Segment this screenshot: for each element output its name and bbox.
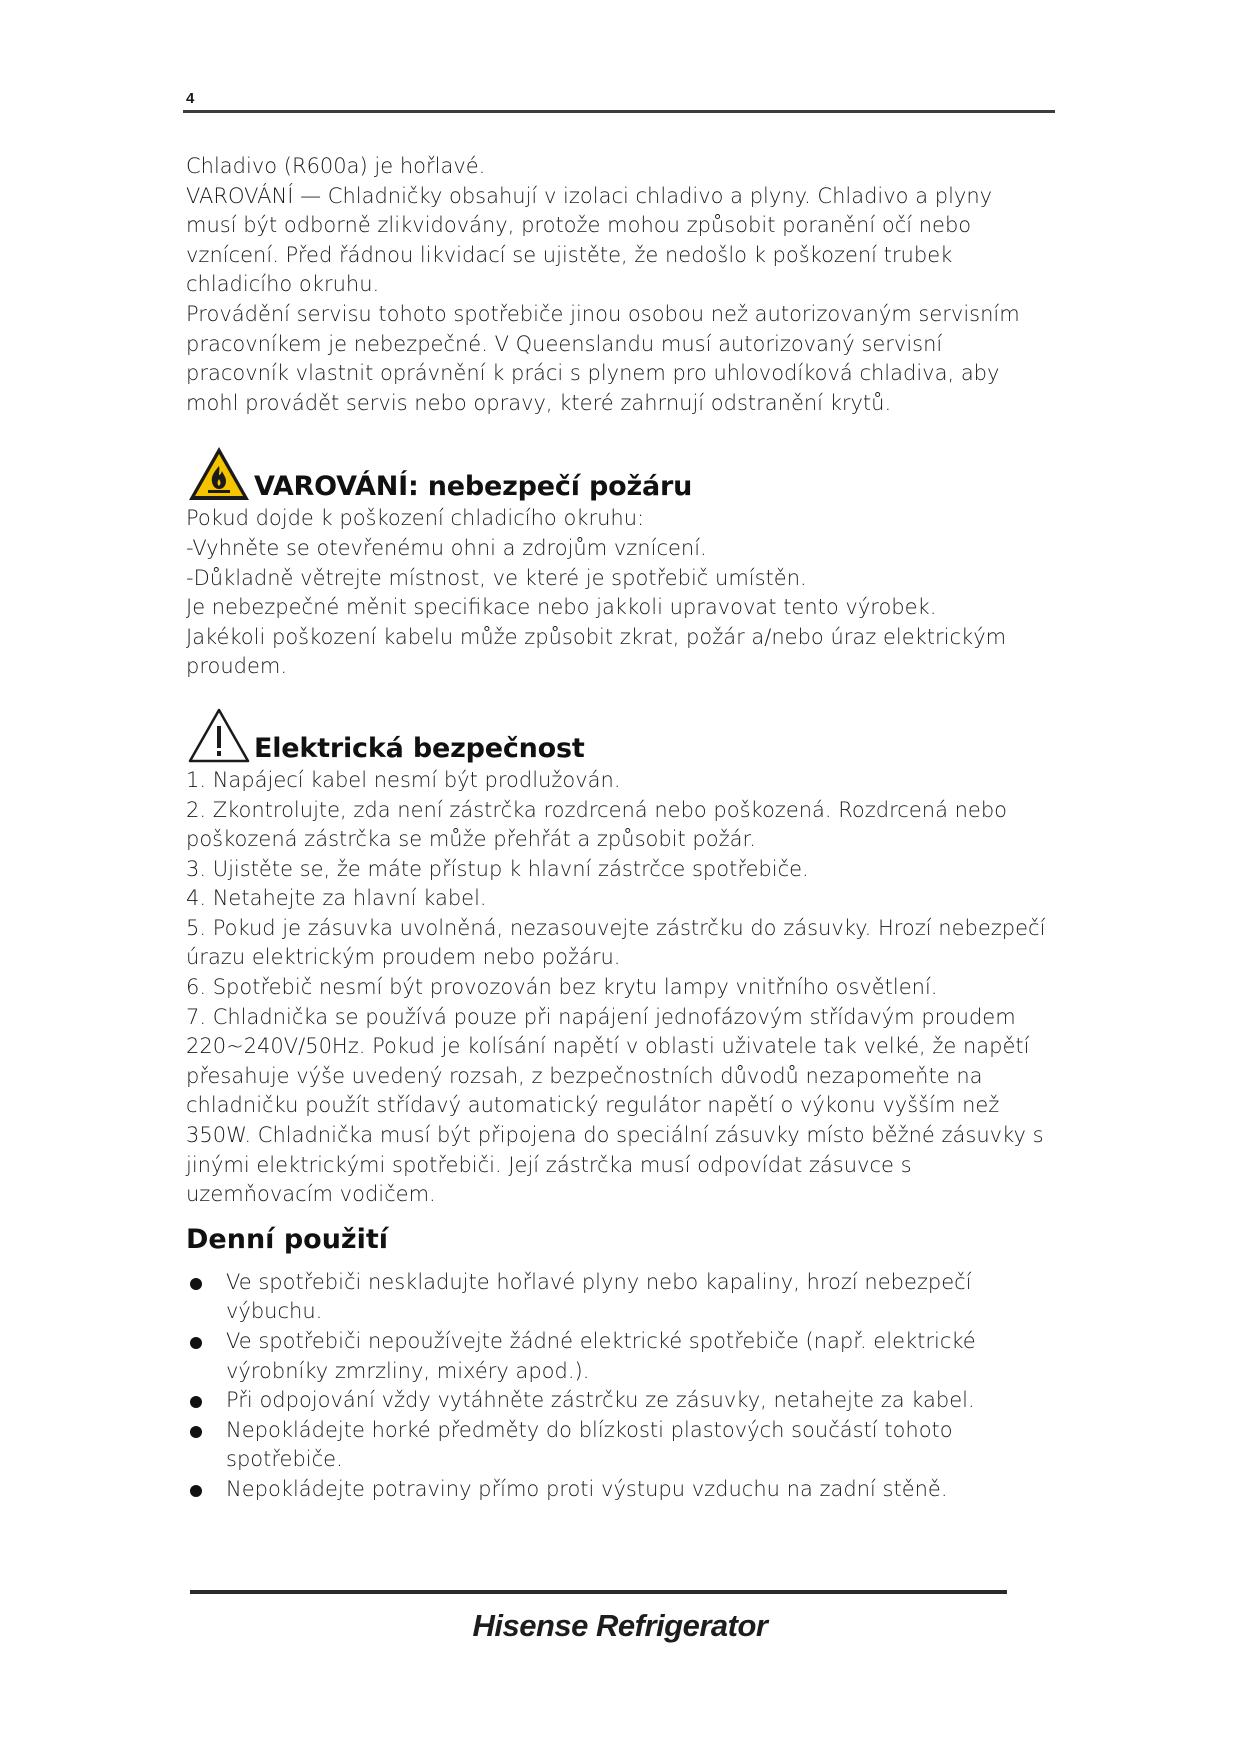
list-item-text: Ve spotřebiči nepoužívejte žádné elektrické spotřebiče (např. elektrické výrobníky zmrzliny, mixéry apod.). bbox=[226, 1329, 976, 1383]
list-item bbox=[186, 1268, 1046, 1327]
list-item bbox=[186, 1327, 1046, 1386]
fire-warning-line: -Důkladně větrejte místnost, ve které je spotřebič umístěn. bbox=[186, 565, 807, 590]
electrical-safety-item: 1. Napájecí kabel nesmí být prodlužován. bbox=[186, 767, 621, 792]
list-item-text: Nepokládejte potraviny přímo proti výstupu vzduchu na zadní stěně. bbox=[226, 1476, 948, 1501]
electrical-safety-item: 5. Pokud je zásuvka uvolněná, nezasouvejte zástrčku do zásuvky. Hrozí nebezpečí úrazu elektrickým proudem nebo požáru. bbox=[186, 915, 1046, 970]
daily-use-list bbox=[186, 1268, 1046, 1505]
fire-warning-title: VAROVÁNÍ: nebezpečí požáru bbox=[254, 471, 693, 503]
list-item-text: Nepokládejte horké předměty do blízkosti plastových součástí tohoto spotřebiče. bbox=[226, 1417, 953, 1472]
list-item bbox=[186, 1386, 1046, 1416]
bullet-icon bbox=[190, 1396, 202, 1408]
electrical-safety-item: 3. Ujistěte se, že máte přístup k hlavní zástrčce spotřebiče. bbox=[186, 856, 809, 881]
footer-rule bbox=[190, 1590, 1007, 1594]
intro-paragraph: Provádění servisu tohoto spotřebiče jinou osobou než autorizovaným servisním pracovníkem je nebezpečné. V Queenslandu musí autorizovaný servisní pracovník vlastnit oprávnění k práci s plynem pro uhlovodíková chladiva, aby mohl provádět servis nebo opravy, které zahrnují odstranění krytů. bbox=[186, 301, 1020, 415]
fire-warning-line: -Vyhněte se otevřenému ohni a zdrojům vznícení. bbox=[186, 535, 707, 560]
daily-use-section bbox=[186, 1220, 1046, 1505]
caution-triangle-icon bbox=[186, 706, 252, 766]
intro-section bbox=[186, 152, 1046, 418]
brand-logo: Hisense Refrigerator bbox=[472, 1608, 768, 1643]
electrical-safety-item: 4. Netahejte za hlavní kabel. bbox=[186, 886, 487, 911]
bullet-icon bbox=[190, 1278, 202, 1290]
list-item bbox=[186, 1416, 1046, 1475]
bullet-icon bbox=[190, 1426, 202, 1438]
list-item-text: Ve spotřebiči neskladujte hořlavé plyny nebo kapaliny, hrozí nebezpečí výbuchu. bbox=[226, 1269, 972, 1324]
bullet-icon bbox=[190, 1337, 202, 1349]
header-rule bbox=[183, 110, 1055, 113]
fire-warning-section bbox=[186, 434, 1046, 682]
page-number: 4 bbox=[186, 90, 195, 107]
electrical-safety-item: 2. Zkontrolujte, zda není zástrčka rozdrcená nebo poškozená. Rozdrcená nebo poškozená zástrčka se může přehřát a způsobit požár. bbox=[186, 797, 1008, 852]
electrical-safety-section bbox=[186, 696, 1046, 1210]
daily-use-title: Denní použití bbox=[186, 1223, 389, 1255]
fire-warning-line: Pokud dojde k poškození chladicího okruhu: bbox=[186, 506, 645, 531]
flammable-warning-icon bbox=[186, 444, 252, 504]
intro-paragraph: Chladivo (R600a) je hořlavé. bbox=[186, 154, 486, 178]
fire-warning-line: Jakékoli poškození kabelu může způsobit zkrat, požár a/nebo úraz elektrickým proudem. bbox=[186, 624, 1007, 679]
fire-warning-heading bbox=[186, 434, 1046, 504]
intro-paragraph: VAROVÁNÍ — Chladničky obsahují v izolaci chladivo a plyny. Chladivo a plyny musí být odborně zlikvidovány, protože mohou způsobit poranění očí nebo vznícení. Před řádnou likvidací se ujistěte, že nedošlo k poškození trubek chladicího okruhu. bbox=[186, 183, 993, 297]
electrical-safety-item: 7. Chladnička se používá pouze při napájení jednofázovým střídavým proudem 220~240V/50Hz. Pokud je kolísání napětí v oblasti uživatele tak velké, že napětí přesahuje výše uvedený rozsah, z bezpečnostních důvodů nezapomeňte na chladničku použít střídavý automatický regulátor napětí o výkonu vyšším než 350W. Chladnička musí být připojena do speciální zásuvky místo běžné zásuvky s jinými elektrickými spotřebiči. Její zástrčka musí odpovídat zásuvce s uzemňovacím vodičem. bbox=[186, 1004, 1044, 1207]
list-item-text: Při odpojování vždy vytáhněte zástrčku ze zásuvky, netahejte za kabel. bbox=[226, 1388, 975, 1413]
fire-warning-line: Je nebezpečné měnit specifikace nebo jakkoli upravovat tento výrobek. bbox=[186, 595, 937, 620]
document-body bbox=[186, 152, 1046, 1505]
electrical-safety-title: Elektrická bezpečnost bbox=[254, 732, 585, 764]
list-item bbox=[186, 1475, 1046, 1505]
bullet-icon bbox=[190, 1485, 202, 1497]
electrical-safety-heading bbox=[186, 696, 1046, 766]
electrical-safety-item: 6. Spotřebič nesmí být provozován bez krytu lampy vnitřního osvětlení. bbox=[186, 975, 938, 1000]
